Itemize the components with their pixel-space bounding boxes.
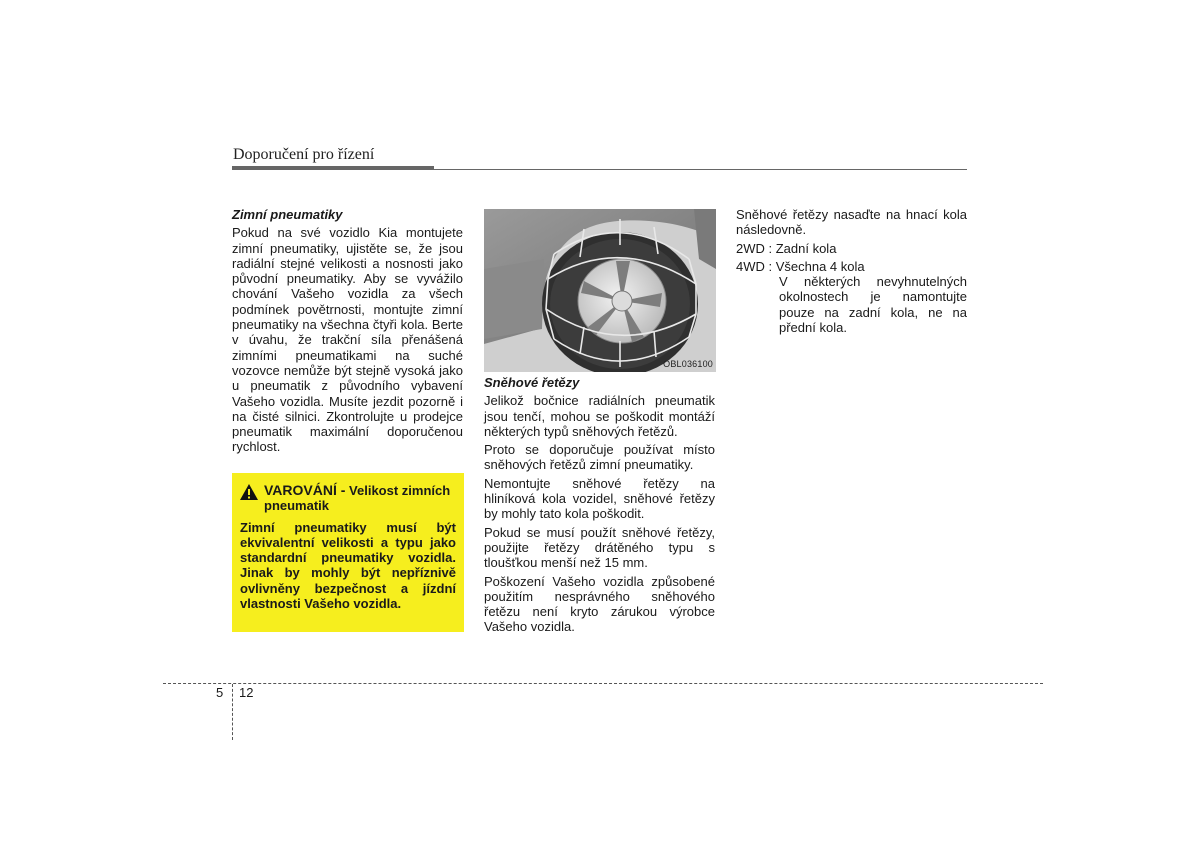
page-number: 12 <box>239 685 254 700</box>
snow-chains-paragraph: Pokud se musí použít sněhové řetězy, použijte řetězy drátěného typu s tloušťkou menší než 15 mm. <box>484 524 715 571</box>
footer-vertical-rule <box>232 684 233 740</box>
winter-tires-body: Pokud na své vozidlo Kia montujete zimní pneumatiky, ujistěte se, že jsou radiální stejné velikosti a nosnosti jako původní pneumatiky. Aby se vyvážilo chování Vašeho vozidla za všech podmínek povětrnosti, montujte zimní pneumatiky na všechna čtyři kola. Berte v úvahu, že trakční síla přenášená zimními pneumatikami na suché vozovce nemůže být stejně vysoká jako u pneumatik z původního vybavení Vašeho vozidla. Musíte jezdit pozorně i na čisté silnici. Zkontrolujte u prodejce pneumatik maximální doporučenou rychlost. <box>232 225 463 455</box>
column-winter-tires <box>232 207 463 458</box>
page-header-title: Doporučení pro řízení <box>233 146 375 163</box>
warning-triangle-icon <box>240 484 258 500</box>
list-item-2wd: 2WD : Zadní kola <box>736 240 837 256</box>
header-rule-thick <box>232 166 434 170</box>
list-item-4wd-note: V některých nevyhnutelných okolnostech je namontujte pouze na zadní kola, ne na přední kola. <box>779 274 967 336</box>
warning-subtitle: Velikost zimních pneumatik <box>264 483 451 514</box>
snow-chain-figure <box>484 209 716 372</box>
snow-chains-paragraph: Poškození Vašeho vozidla způsobené použitím nesprávného sněhového řetězu není kryto zárukou výrobce Vašeho vozidla. <box>484 573 715 635</box>
snow-chains-heading: Sněhové řetězy <box>484 375 580 390</box>
winter-tires-heading: Zimní pneumatiky <box>232 207 343 222</box>
tire-chain-illustration <box>484 209 716 372</box>
column-chain-installation <box>736 207 967 338</box>
figure-code: OBL036100 <box>663 359 713 369</box>
chain-install-intro: Sněhové řetězy nasaďte na hnací kola následovně. <box>736 207 967 238</box>
chapter-number: 5 <box>216 685 224 700</box>
header-rule-thin <box>434 169 967 170</box>
list-item-4wd: 4WD : Všechna 4 kola <box>736 258 865 274</box>
warning-body: Zimní pneumatiky musí být ekvivalentní velikosti a typu jako standardní pneumatiky vozidla. Jinak by mohly být nepříznivě ovlivněny bezpečnost a jízdní vlastnosti Vašeho vozidla. <box>240 519 456 612</box>
snow-chains-paragraph: Proto se doporučuje používat místo sněhových řetězů zimní pneumatiky. <box>484 442 715 473</box>
snow-chains-paragraph: Nemontujte sněhové řetězy na hliníková kola vozidel, sněhové řetězy by mohly tato kola poškodit. <box>484 475 715 522</box>
snow-chains-paragraph: Jelikož bočnice radiálních pneumatik jsou tenčí, mohou se poškodit montáží některých typů sněhových řetězů. <box>484 393 715 439</box>
footer-rule <box>163 683 1043 684</box>
warning-box <box>232 473 464 632</box>
warning-heading <box>240 483 456 514</box>
column-snow-chains <box>484 375 715 638</box>
warning-title: VAROVÁNÍ - <box>264 482 346 498</box>
